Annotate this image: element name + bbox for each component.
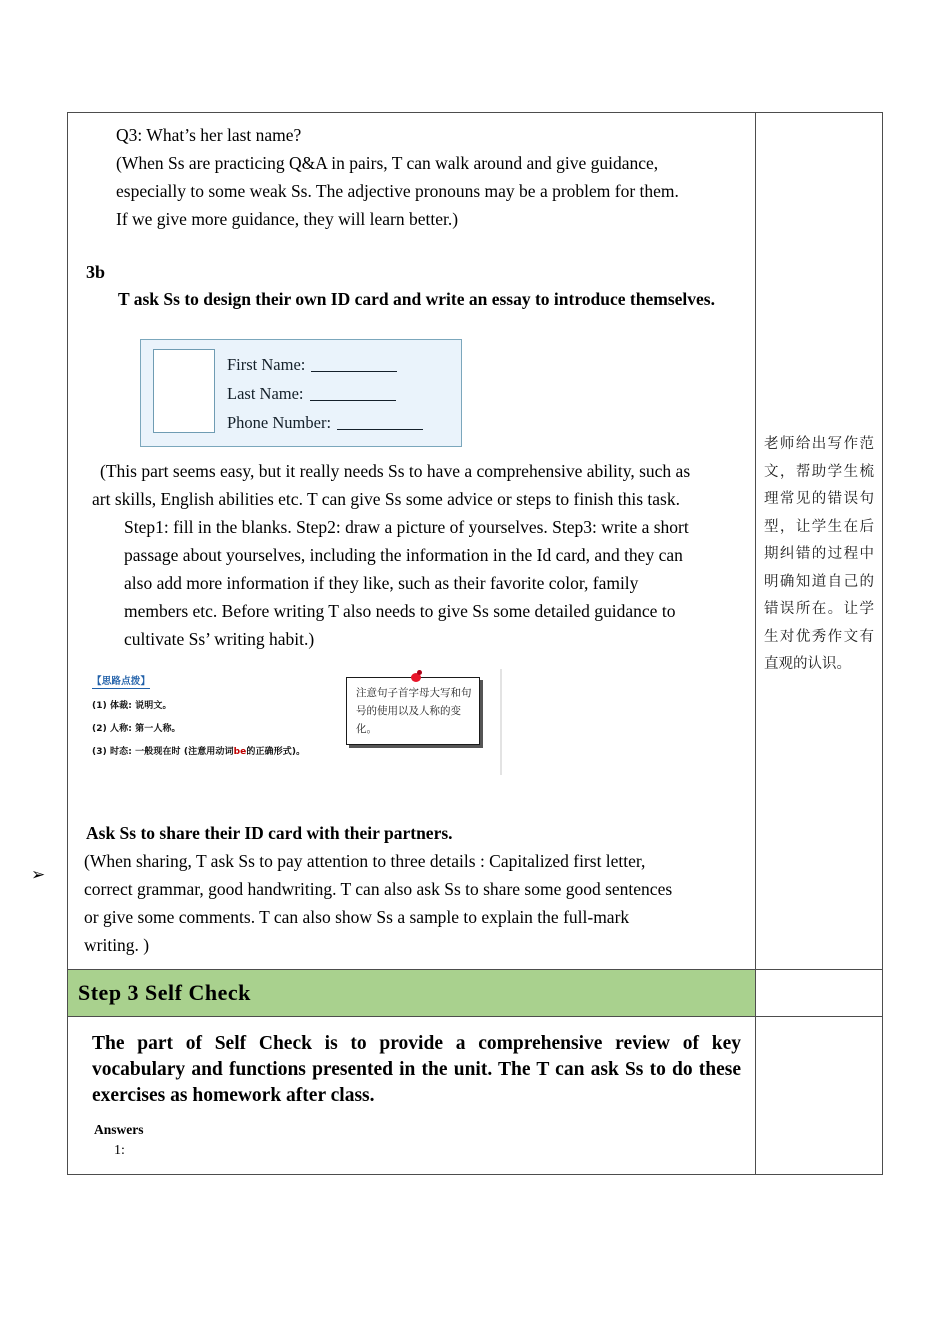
- main-content-cell: [68, 113, 756, 970]
- phone-number-blank: [337, 429, 423, 430]
- last-name-label: Last Name:: [227, 384, 304, 403]
- task-instruction: T ask Ss to design their own ID card and write an essay to introduce themselves.: [118, 289, 715, 309]
- side-note-cell: [756, 113, 883, 970]
- step-header-cell: [68, 970, 756, 1017]
- commentary-line-4: passage about yourselves, including the information in the Id card, and they can: [124, 545, 683, 565]
- callout-box: 注意句子首字母大写和句号的使用以及人称的变化。: [346, 677, 480, 745]
- answers-item-1: 1:: [114, 1143, 125, 1158]
- self-check-side-cell: [756, 1017, 883, 1175]
- self-check-cell: [68, 1017, 756, 1175]
- commentary-line-5: also add more information if they like, such as their favorite color, family: [124, 573, 639, 593]
- tip-item-2-body: 第一人称。: [135, 724, 181, 734]
- last-name-blank: [310, 400, 396, 401]
- image-edge-line: [500, 669, 502, 775]
- tip-item-3-highlight: be: [233, 747, 247, 757]
- share-heading: Ask Ss to share their ID card with their partners.: [86, 823, 453, 843]
- step-header-title: Step 3 Self Check: [78, 980, 251, 1005]
- self-check-paragraph: The part of Self Check is to provide a comprehensive review of key vocabulary and functions presented in the unit. The T can ask Ss to do these exercises as homework after class.: [92, 1033, 741, 1106]
- pin-tip: [417, 670, 422, 675]
- spacer: [756, 113, 882, 431]
- tips-title: 【思路点拨】: [92, 676, 151, 687]
- id-card-figure: [78, 313, 741, 457]
- share-body-line-4: writing. ): [84, 935, 150, 955]
- commentary-line-2: art skills, English abilities etc. T can give Ss some advice or steps to finish this task.: [92, 489, 680, 509]
- table-row: [68, 1017, 883, 1175]
- tip-item-2-prefix: (2) 人称:: [92, 724, 136, 734]
- step-header-side-cell: [756, 970, 883, 1017]
- writing-tips-image: [92, 669, 502, 775]
- commentary-line-1: (This part seems easy, but it really needs Ss to have a comprehensive ability, such as: [100, 461, 691, 481]
- tip-item-3: [92, 746, 344, 758]
- guidance-line-2: especially to some weak Ss. The adjective pronouns may be a problem for them.: [116, 181, 679, 201]
- commentary-line-3: Step1: fill in the blanks. Step2: draw a picture of yourselves. Step3: write a short: [124, 517, 689, 537]
- guidance-line-1: (When Ss are practicing Q&A in pairs, T can walk around and give guidance,: [116, 153, 659, 173]
- id-card-row-first-name: [227, 350, 461, 379]
- first-name-blank: [311, 371, 397, 372]
- id-card-row-phone-number: [227, 408, 461, 437]
- tips-list: [92, 669, 344, 758]
- table-row: [68, 970, 883, 1017]
- first-name-label: First Name:: [227, 355, 306, 374]
- commentary-line-6: members etc. Before writing T also needs to give Ss some detailed guidance to: [124, 601, 676, 621]
- tip-item-3-body: 一般现在时 (注意用动词: [135, 747, 234, 757]
- guidance-line-3: If we give more guidance, they will learn better.): [116, 209, 459, 229]
- arrow-bullet-icon: ➢: [31, 865, 46, 885]
- id-card-fields: [227, 349, 461, 437]
- push-pin-icon: [410, 670, 423, 683]
- tip-item-1-body: 说明文。: [135, 701, 172, 711]
- id-card-photo-box: [153, 349, 215, 433]
- tip-item-3-suffix: 的正确形式)。: [246, 747, 306, 757]
- share-body-line-3: or give some comments. T can also show Ss a sample to explain the full-mark: [84, 907, 630, 927]
- lesson-plan-table: [67, 112, 883, 1175]
- share-body-line-2: correct grammar, good handwriting. T can also ask Ss to share some good sentences: [84, 879, 673, 899]
- tip-item-1-prefix: (1) 体裁:: [92, 701, 136, 711]
- id-card-row-last-name: [227, 379, 461, 408]
- spacer: [78, 775, 741, 819]
- id-card: [140, 339, 462, 447]
- spacer: [78, 233, 741, 259]
- phone-number-label: Phone Number:: [227, 413, 332, 432]
- tip-item-2: [92, 723, 344, 735]
- commentary-line-7: cultivate Ss’ writing habit.): [124, 629, 315, 649]
- table-row: [68, 113, 883, 970]
- tip-item-1: [92, 700, 344, 712]
- q3-line: Q3: What’s her last name?: [116, 125, 302, 145]
- share-body-line-1: (When sharing, T ask Ss to pay attention to three details : Capitalized first letter,: [84, 851, 646, 871]
- section-label-3b: 3b: [86, 262, 106, 282]
- answers-label: Answers: [94, 1122, 144, 1137]
- side-note-text: 老师给出写作范文，帮助学生梳理常见的错误句型，让学生在后期纠错的过程中明确知道自己的错误所在。让学生对优秀作文有直观的认识。: [764, 436, 874, 672]
- tip-item-3-prefix: (3) 时态:: [92, 747, 136, 757]
